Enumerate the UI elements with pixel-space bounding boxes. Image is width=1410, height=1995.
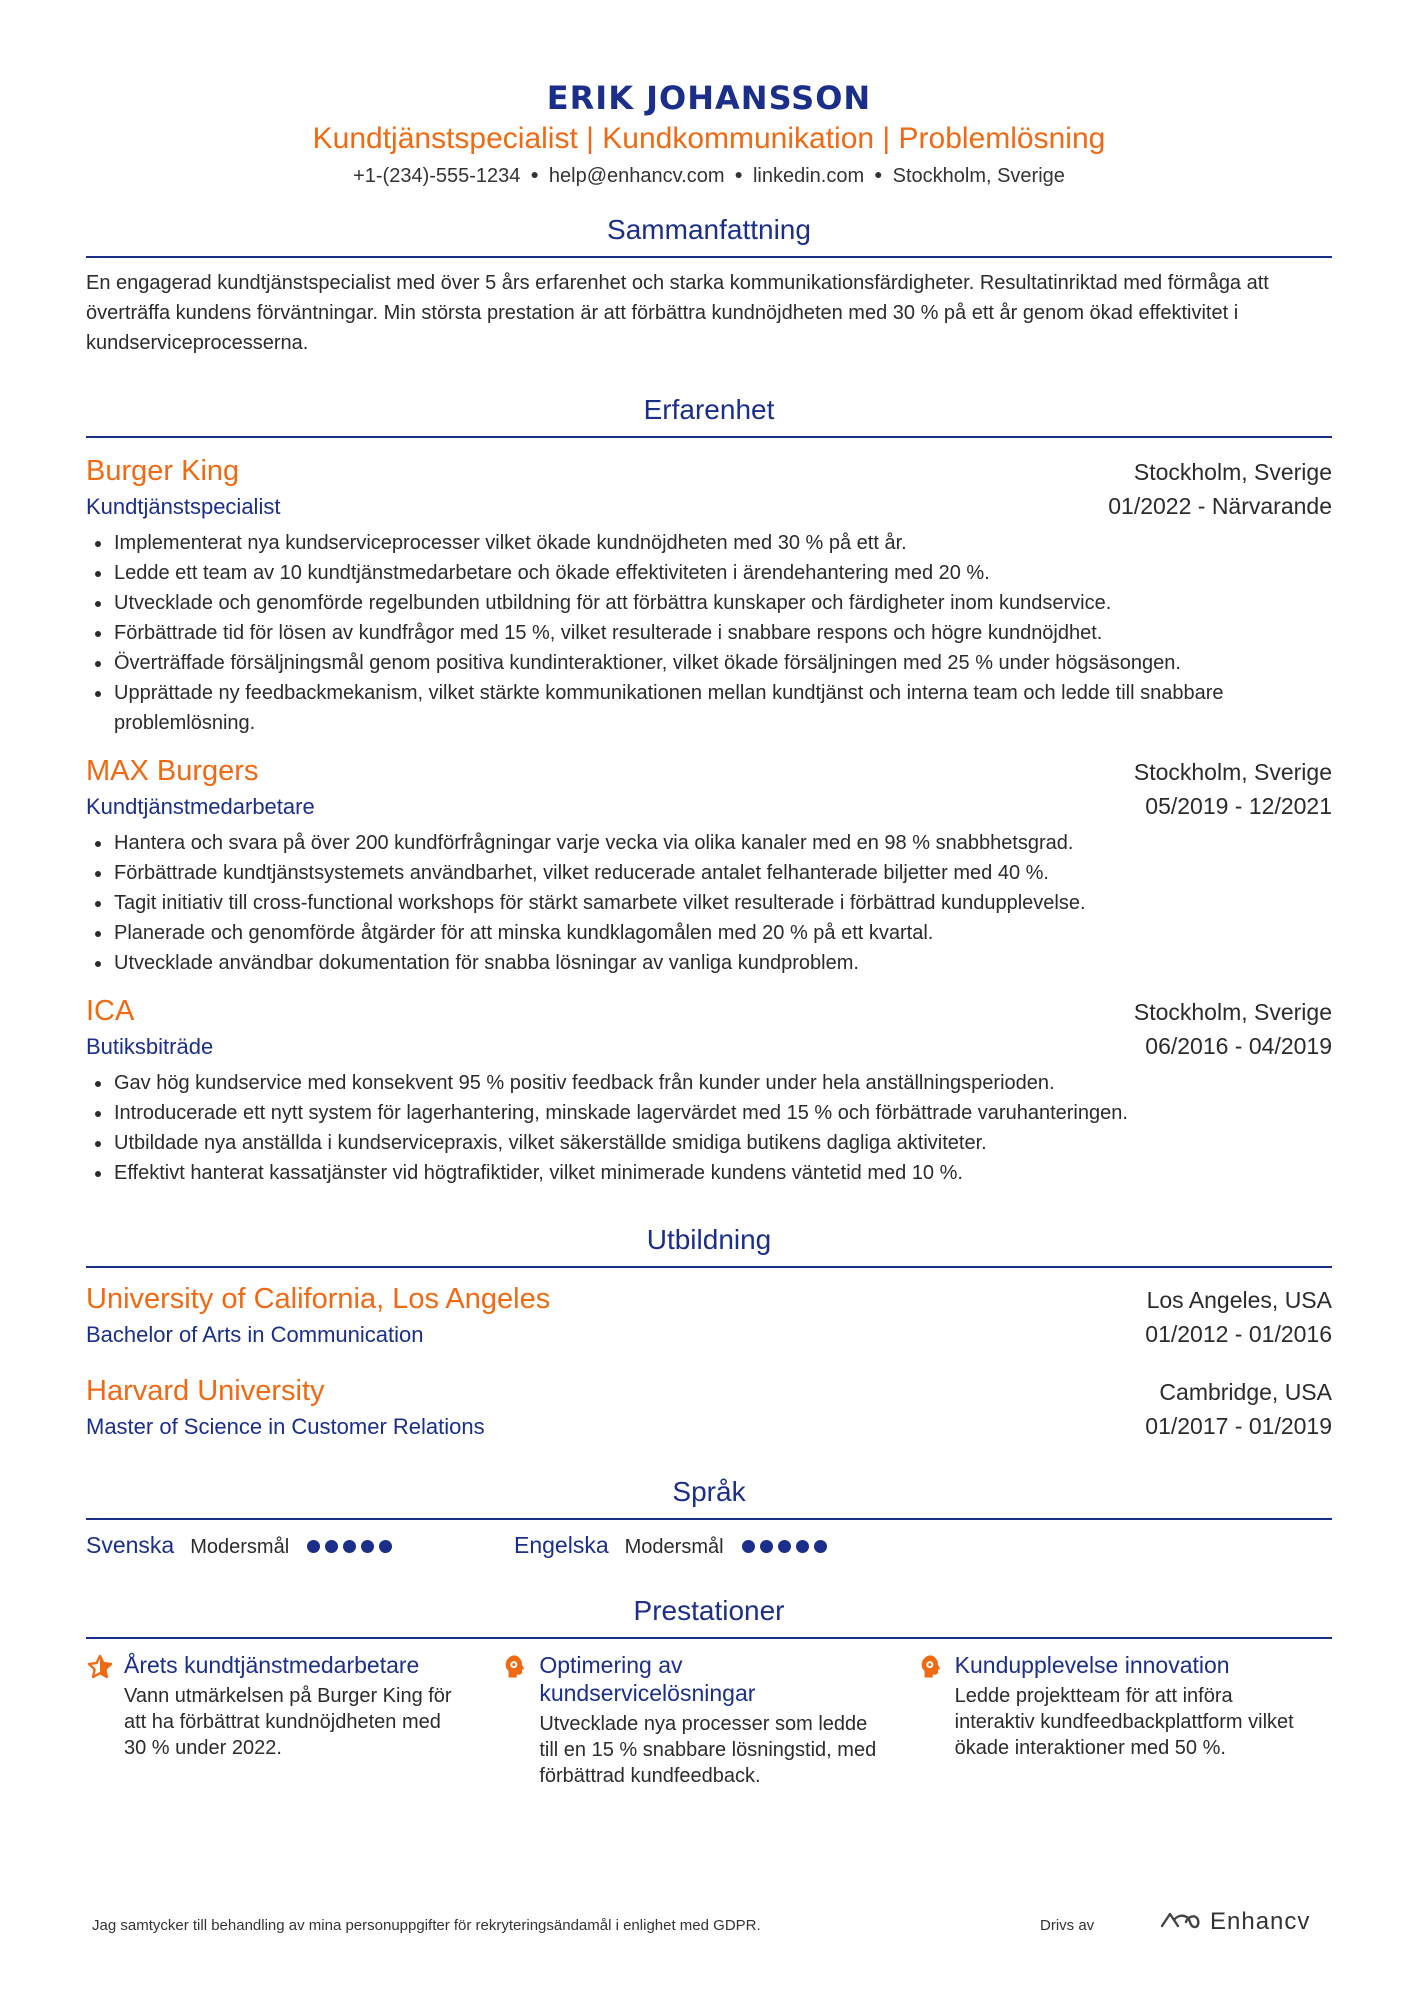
job-header-row — [86, 752, 1332, 791]
achievement-item — [917, 1651, 1332, 1789]
education-header-row — [86, 1280, 1332, 1319]
job-dates: 06/2016 - 04/2019 — [1145, 1033, 1332, 1059]
summary-text: En engagerad kundtjänstspecialist med över 5 års erfarenhet och starka kommunikationsfärdigheter. Resultatinriktad med förmåga att överträffa kundens förväntningar. Min största prestation är att förbättra kundnöjdheten med 30 % på ett år genom ökad effektivitet i kundserviceprocesserna. — [86, 272, 1269, 354]
job-bullet: Introducerade ett nytt system för lagerhantering, minskade lagervärdet med 15 % och förbättrade varuhanteringen. — [86, 1098, 1332, 1128]
language-item — [86, 1532, 514, 1559]
job-location: Stockholm, Sverige — [1133, 459, 1332, 485]
language-name: Engelska — [514, 1532, 609, 1558]
section-title-experience: Erfarenhet — [86, 392, 1332, 438]
education-degree: Master of Science in Customer Relations — [86, 1414, 485, 1439]
job-bullet: Ledde ett team av 10 kundtjänstmedarbetare och ökade effektiviteten i ärendehantering med 20 %. — [86, 558, 1332, 588]
job-company: MAX Burgers — [86, 755, 259, 787]
page-footer — [92, 1908, 1322, 1948]
job-dates: 01/2022 - Närvarande — [1108, 493, 1332, 519]
head-gear-icon — [917, 1651, 955, 1789]
proficiency-dot — [742, 1540, 755, 1553]
contact-email[interactable]: help@enhancv.com — [548, 165, 725, 187]
job-bullet: Utvecklade och genomförde regelbunden utbildning för att förbättra kunskaper och färdigheter inom kundservice. — [86, 588, 1332, 618]
job-role: Kundtjänstmedarbetare — [86, 794, 315, 819]
job-bullets — [86, 828, 1332, 978]
job-entry — [86, 992, 1332, 1188]
proficiency-dot — [307, 1540, 320, 1553]
enhancv-logo[interactable] — [1158, 1908, 1310, 1936]
achievements-section — [86, 1593, 1332, 1789]
job-entry — [86, 452, 1332, 738]
achievement-item — [86, 1651, 501, 1789]
education-degree: Bachelor of Arts in Communication — [86, 1322, 424, 1347]
proficiency-dot — [760, 1540, 773, 1553]
job-header-row — [86, 452, 1332, 491]
achievement-description: Vann utmärkelsen på Burger King för att ha förbättrat kundnöjdheten med 30 % under 2022. — [124, 1685, 452, 1759]
job-bullet: Upprättade ny feedbackmekanism, vilket stärkte kommunikationen mellan kundtjänst och interna team och ledde till snabbare problemlösning. — [86, 678, 1332, 738]
proficiency-dot — [796, 1540, 809, 1553]
summary-section — [86, 212, 1332, 358]
section-title-languages: Språk — [86, 1474, 1332, 1520]
education-subheader-row — [86, 1319, 1332, 1350]
education-location: Los Angeles, USA — [1146, 1287, 1332, 1313]
languages-section — [86, 1474, 1332, 1559]
job-entry — [86, 752, 1332, 978]
achievement-description: Utvecklade nya processer som ledde till en 15 % snabbare lösningstid, med förbättrad kundfeedback. — [539, 1713, 877, 1787]
job-dates: 05/2019 - 12/2021 — [1145, 793, 1332, 819]
job-header-row — [86, 992, 1332, 1031]
job-bullet: Implementerat nya kundserviceprocesser vilket ökade kundnöjdheten med 30 % på ett år. — [86, 528, 1332, 558]
candidate-name: ERIK JOHANSSON — [546, 79, 872, 117]
education-header-row — [86, 1372, 1332, 1411]
education-entry — [86, 1280, 1332, 1350]
proficiency-dot — [325, 1540, 338, 1553]
proficiency-dot — [814, 1540, 827, 1553]
job-role: Butiksbiträde — [86, 1034, 214, 1059]
language-level: Modersmål — [624, 1536, 724, 1558]
head-gear-icon — [501, 1651, 539, 1789]
enhancv-brand-name: Enhancv — [1210, 1908, 1311, 1935]
achievement-title: Optimering av kundservicelösningar — [539, 1652, 756, 1706]
education-school: Harvard University — [86, 1375, 325, 1407]
education-location: Cambridge, USA — [1159, 1379, 1332, 1405]
job-bullet: Hantera och svara på över 200 kundförfrågningar varje vecka via olika kanaler med en 98 % snabbhetsgrad. — [86, 828, 1332, 858]
job-subheader-row — [86, 491, 1332, 522]
contact-line — [86, 160, 1332, 190]
experience-section — [86, 392, 1332, 1188]
gdpr-consent-text: Jag samtycker till behandling av mina personuppgifter för rekryteringsändamål i enlighet med GDPR. — [92, 1917, 761, 1934]
resume-header — [86, 0, 1332, 190]
language-name: Svenska — [86, 1532, 175, 1558]
education-entry — [86, 1372, 1332, 1442]
enhancv-logo-icon — [1158, 1910, 1202, 1934]
powered-by-label: Drivs av — [1040, 1917, 1095, 1934]
language-level: Modersmål — [190, 1536, 290, 1558]
languages-row — [86, 1532, 1332, 1559]
contact-linkedin[interactable]: linkedin.com — [752, 165, 865, 187]
language-item — [514, 1532, 942, 1559]
education-dates: 01/2012 - 01/2016 — [1145, 1321, 1332, 1347]
job-bullet: Gav hög kundservice med konsekvent 95 % positiv feedback från kunder under hela anställningsperioden. — [86, 1068, 1332, 1098]
job-bullets — [86, 1068, 1332, 1188]
contact-phone: +1-(234)-555-1234 — [353, 165, 521, 187]
job-bullet: Förbättrade tid för lösen av kundfrågor med 15 %, vilket resulterade i snabbare respons och högre kundnöjdhet. — [86, 618, 1332, 648]
proficiency-dot — [343, 1540, 356, 1553]
achievements-row — [86, 1651, 1332, 1789]
job-bullet: Utbildade nya anställda i kundservicepraxis, vilket säkerställde smidiga butikens dagliga aktiviteter. — [86, 1128, 1332, 1158]
separator-dot: ● — [734, 166, 743, 182]
proficiency-dot — [379, 1540, 392, 1553]
achievement-body — [955, 1651, 1295, 1789]
section-title-achievements: Prestationer — [86, 1593, 1332, 1639]
job-subheader-row — [86, 791, 1332, 822]
education-section — [86, 1222, 1332, 1442]
job-bullet: Effektivt hanterat kassatjänster vid högtrafiktider, vilket minimerade kundens väntetid med 10 %. — [86, 1158, 1332, 1188]
job-bullet: Förbättrade kundtjänstsystemets användbarhet, vilket reducerade antalet felhanterade biljetter med 40 %. — [86, 858, 1332, 888]
education-dates: 01/2017 - 01/2019 — [1145, 1413, 1332, 1439]
star-icon — [86, 1651, 124, 1789]
achievement-body — [539, 1651, 879, 1789]
job-role: Kundtjänstspecialist — [86, 494, 281, 519]
job-bullet: Planerade och genomförde åtgärder för att minska kundklagomålen med 20 % på ett kvartal. — [86, 918, 1332, 948]
job-location: Stockholm, Sverige — [1133, 999, 1332, 1025]
job-subheader-row — [86, 1031, 1332, 1062]
separator-dot: ● — [874, 166, 883, 182]
achievement-item — [501, 1651, 916, 1789]
job-location: Stockholm, Sverige — [1133, 759, 1332, 785]
achievement-description: Ledde projektteam för att införa interaktiv kundfeedbackplattform vilket ökade interaktioner med 50 %. — [954, 1685, 1294, 1759]
separator-dot: ● — [530, 166, 539, 182]
section-title-education: Utbildning — [86, 1222, 1332, 1268]
job-company: Burger King — [86, 455, 240, 487]
language-proficiency-dots — [307, 1540, 397, 1553]
achievement-title: Kundupplevelse innovation — [954, 1652, 1230, 1678]
achievement-body — [124, 1651, 464, 1789]
candidate-tagline: Kundtjänstspecialist | Kundkommunikation | Problemlösning — [312, 122, 1106, 155]
job-bullets — [86, 528, 1332, 738]
language-proficiency-dots — [742, 1540, 832, 1553]
achievement-title: Årets kundtjänstmedarbetare — [124, 1652, 420, 1678]
contact-location: Stockholm, Sverige — [892, 165, 1065, 187]
education-subheader-row — [86, 1411, 1332, 1442]
section-title-summary: Sammanfattning — [86, 212, 1332, 258]
proficiency-dot — [361, 1540, 374, 1553]
resume-page — [86, 0, 1332, 1995]
proficiency-dot — [778, 1540, 791, 1553]
job-bullet: Utvecklade användbar dokumentation för snabba lösningar av vanliga kundproblem. — [86, 948, 1332, 978]
education-school: University of California, Los Angeles — [86, 1283, 551, 1315]
job-bullet: Överträffade försäljningsmål genom positiva kundinteraktioner, vilket ökade försäljningen med 25 % under högsäsongen. — [86, 648, 1332, 678]
job-company: ICA — [86, 995, 135, 1027]
job-bullet: Tagit initiativ till cross-functional workshops för stärkt samarbete vilket resulterade i förbättrad kundupplevelse. — [86, 888, 1332, 918]
